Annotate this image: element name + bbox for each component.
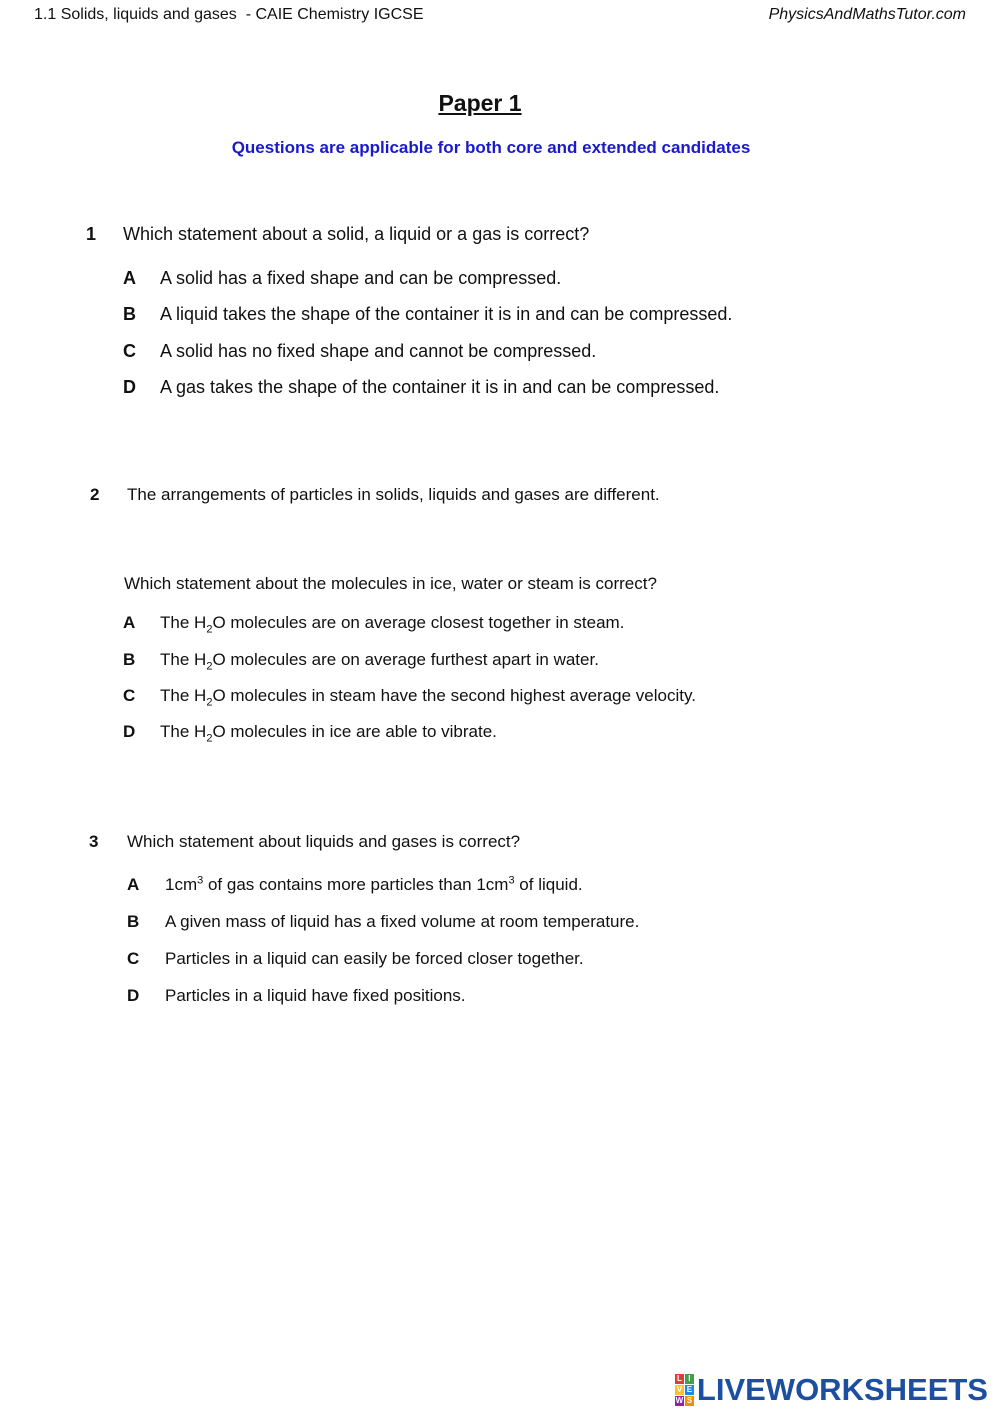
formula: $H_2O$ [194,613,226,636]
option-text: Particles in a liquid have fixed positions. [165,986,466,1005]
logo-icon-letter: E [686,1385,693,1394]
option-text: The $H_2O$ molecules in steam have the second highest average velocity. [160,686,696,709]
option-letter: D [123,377,136,397]
formula: $H_2O$ [194,650,226,673]
question-number: 1 [86,224,97,244]
option-text: $1cm^3$ of gas contains more particles than $1cm^3$ of liquid. [165,874,583,894]
header-left-text: 1.1 Solids, liquids and gases - CAIE Chemistry IGCSE [34,6,424,23]
option-text: A liquid takes the shape of the container it is in and can be compressed. [160,304,733,324]
header-right-text: PhysicsAndMathsTutor.com [768,6,966,23]
question-number: 3 [89,832,99,851]
option-text: A solid has a fixed shape and can be compressed. [160,268,562,288]
logo-icon-letter: V [676,1385,683,1394]
option-letter: C [123,341,136,361]
logo-icon-letter: S [686,1396,693,1405]
option-letter: C [123,686,136,705]
option-letter: A [123,613,136,632]
option-text: Particles in a liquid can easily be forced closer together. [165,949,584,968]
question-number: 2 [90,485,100,504]
logo-icon [675,1374,694,1406]
paper-title: Paper 1 [438,90,522,116]
formula: $H_2O$ [194,686,226,709]
option-text: A given mass of liquid has a fixed volume at room temperature. [165,912,640,931]
option-letter: B [123,650,136,669]
formula: $H_2O$ [194,722,226,745]
option-text: A solid has no fixed shape and cannot be compressed. [160,341,597,361]
logo-icon-letter: I [685,1374,694,1384]
option-letter: A [127,875,140,894]
subtitle: Questions are applicable for both core and extended candidates [231,138,751,157]
option-text: The $H_2O$ molecules in ice are able to vibrate. [160,722,497,745]
option-text: A gas takes the shape of the container it is in and can be compressed. [160,377,720,397]
question-intro: The arrangements of particles in solids, liquids and gases are different. [127,485,660,504]
option-letter: C [127,949,140,968]
option-letter: A [123,268,136,288]
logo-icon-letter: L [675,1374,684,1384]
option-text: The $H_2O$ molecules are on average furthest apart in water. [160,650,599,673]
liveworksheets-logo [675,1372,988,1408]
option-letter: B [123,304,136,324]
option-letter: D [127,986,140,1005]
option-letter: D [123,722,136,741]
option-text: The $H_2O$ molecules are on average closest together in steam. [160,613,625,636]
question-stem: Which statement about the molecules in ice, water or steam is correct? [124,574,657,593]
logo-icon-letter: W [675,1396,684,1405]
logo-text: LIVEWORKSHEETS [696,1372,988,1407]
option-letter: B [127,912,140,931]
question-stem: Which statement about liquids and gases is correct? [127,832,521,851]
question-stem: Which statement about a solid, a liquid or a gas is correct? [123,224,590,244]
